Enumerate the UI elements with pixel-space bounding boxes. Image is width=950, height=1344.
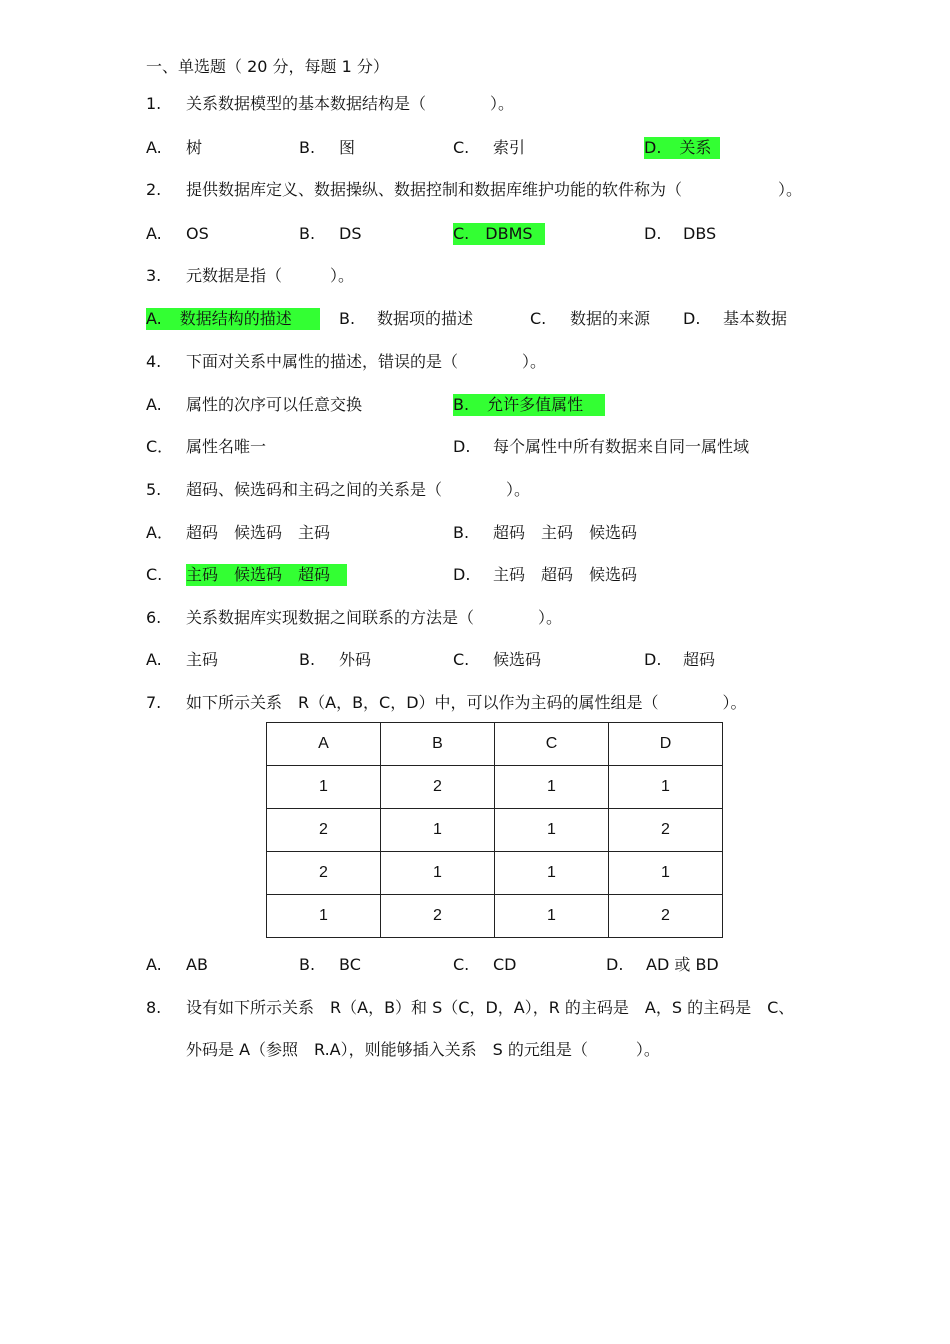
- q6-option-c-label: C.: [453, 650, 470, 669]
- question-6-stem: 关系数据库实现数据之间联系的方法是（ ）。: [186, 608, 563, 627]
- q4-option-b-label: B.: [453, 395, 470, 414]
- q4-option-d-label: D.: [453, 437, 471, 456]
- table-cell: 1: [267, 766, 381, 809]
- q4-option-a-label: A.: [146, 395, 162, 414]
- q1-option-d-label: D.: [644, 138, 662, 157]
- q2-option-b-text: DS: [339, 224, 362, 243]
- question-2-stem: 提供数据库定义、数据操纵、数据控制和数据库维护功能的软件称为（ ）。: [186, 180, 803, 199]
- question-1-stem: 关系数据模型的基本数据结构是（ ）。: [186, 94, 515, 113]
- q2-option-c-text: DBMS: [485, 224, 533, 243]
- question-8-number: 8.: [146, 998, 162, 1017]
- q1-option-d-text: 关系: [679, 138, 712, 157]
- q2-option-c-label: C.: [453, 224, 470, 243]
- question-7-number: 7.: [146, 693, 162, 712]
- q7-option-b-label: B.: [299, 955, 316, 974]
- question-8-stem-continued: 外码是 A（参照 R.A），则能够插入关系 S 的元组是（ ）。: [186, 1040, 660, 1059]
- q3-option-b-text: 数据项的描述: [377, 309, 474, 328]
- q2-option-d-text: DBS: [683, 224, 717, 243]
- section-title: 一、单选题（ 20 分，每题 1 分）: [146, 57, 389, 76]
- table-cell: 1: [381, 809, 495, 852]
- q5-option-a-label: A．: [146, 523, 173, 542]
- q5-option-d-label: D.: [453, 565, 471, 584]
- q1-option-c-label: C.: [453, 138, 470, 157]
- q5-option-b-label: B.: [453, 523, 470, 542]
- q7-option-b-text: BC: [339, 955, 361, 974]
- table-row: [267, 852, 723, 895]
- question-7-stem: 如下所示关系 R（A，B，C，D）中，可以作为主码的属性组是（ ）。: [186, 693, 747, 712]
- q4-option-b-text: 允许多值属性: [487, 395, 584, 414]
- q6-option-c-text: 候选码: [493, 650, 542, 669]
- table-header-cell: C: [495, 723, 609, 766]
- table-cell: 2: [381, 895, 495, 938]
- q6-option-d-label: D.: [644, 650, 662, 669]
- q6-option-b-text: 外码: [339, 650, 372, 669]
- question-1-number: 1.: [146, 94, 162, 113]
- q7-option-c-label: C.: [453, 955, 470, 974]
- q3-option-a-text: 数据结构的描述: [179, 309, 292, 328]
- q1-option-b-label: B.: [299, 138, 316, 157]
- q3-option-d-text: 基本数据: [723, 309, 788, 328]
- table-cell: 1: [381, 852, 495, 895]
- q6-option-a-text: 主码: [186, 650, 219, 669]
- table-header-cell: A: [267, 723, 381, 766]
- question-8-stem: 设有如下所示关系 R（A，B）和 S（C，D，A），R 的主码是 A，S 的主码是 C、: [186, 998, 795, 1017]
- question-6-number: 6.: [146, 608, 162, 627]
- q3-option-a-highlight: [146, 308, 320, 330]
- q3-option-a-label: A.: [146, 309, 162, 328]
- q7-option-a-text: AB: [186, 955, 208, 974]
- question-4-number: 4.: [146, 352, 162, 371]
- question-3-stem: 元数据是指（ ）。: [186, 266, 355, 285]
- table-header-cell: B: [381, 723, 495, 766]
- q4-option-b-highlight: [453, 394, 605, 416]
- q1-option-b-text: 图: [339, 138, 356, 157]
- table-cell: 1: [495, 852, 609, 895]
- q1-option-c-text: 索引: [493, 138, 526, 157]
- q2-option-c-highlight: [453, 223, 545, 245]
- question-4-stem: 下面对关系中属性的描述，错误的是（ ）。: [186, 352, 547, 371]
- q2-option-d-label: D.: [644, 224, 662, 243]
- table-cell: 2: [381, 766, 495, 809]
- q7-option-a-label: A.: [146, 955, 162, 974]
- q3-option-c-text: 数据的来源: [570, 309, 651, 328]
- q5-option-c-label: C.: [146, 565, 163, 584]
- q7-option-d-label: D.: [606, 955, 624, 974]
- q5-option-b-text: 超码 主码 候选码: [493, 523, 638, 542]
- q5-option-d-text: 主码 超码 候选码: [493, 565, 638, 584]
- q1-option-a-label: A.: [146, 138, 162, 157]
- table-cell: 1: [495, 895, 609, 938]
- table-cell: 1: [495, 809, 609, 852]
- q3-option-c-label: C.: [530, 309, 547, 328]
- q2-option-b-label: B.: [299, 224, 316, 243]
- table-cell: 1: [267, 895, 381, 938]
- table-cell: 1: [495, 766, 609, 809]
- table-row: [267, 766, 723, 809]
- q2-option-a-text: OS: [186, 224, 209, 243]
- question-5-number: 5.: [146, 480, 162, 499]
- question-3-number: 3.: [146, 266, 162, 285]
- relation-table: [266, 722, 723, 938]
- table-cell: 1: [609, 852, 723, 895]
- q1-option-a-text: 树: [186, 138, 203, 157]
- q3-option-d-label: D.: [683, 309, 701, 328]
- table-row: [267, 895, 723, 938]
- q4-option-c-label: C．: [146, 437, 174, 456]
- q1-option-d-highlight: [644, 137, 720, 159]
- table-header-row: [267, 723, 723, 766]
- table-cell: 2: [267, 809, 381, 852]
- table-cell: 2: [267, 852, 381, 895]
- q4-option-a-text: 属性的次序可以任意交换: [186, 395, 363, 414]
- table-cell: 2: [609, 809, 723, 852]
- question-5-stem: 超码、候选码和主码之间的关系是（ ）。: [186, 480, 531, 499]
- q4-option-c-text: 属性名唯一: [186, 437, 267, 456]
- q3-option-b-label: B.: [339, 309, 356, 328]
- q7-option-c-text: CD: [493, 955, 517, 974]
- question-2-number: 2.: [146, 180, 162, 199]
- q2-option-a-label: A.: [146, 224, 162, 243]
- q5-option-c-text: 主码 候选码 超码: [186, 564, 347, 586]
- q7-option-d-text: AD 或 BD: [646, 955, 719, 974]
- q6-option-b-label: B.: [299, 650, 316, 669]
- q4-option-d-text: 每个属性中所有数据来自同一属性域: [493, 437, 750, 456]
- q6-option-a-label: A.: [146, 650, 162, 669]
- table-cell: 1: [609, 766, 723, 809]
- table-header-cell: D: [609, 723, 723, 766]
- q6-option-d-text: 超码: [683, 650, 716, 669]
- table-row: [267, 809, 723, 852]
- table-cell: 2: [609, 895, 723, 938]
- q5-option-a-text: 超码 候选码 主码: [186, 523, 331, 542]
